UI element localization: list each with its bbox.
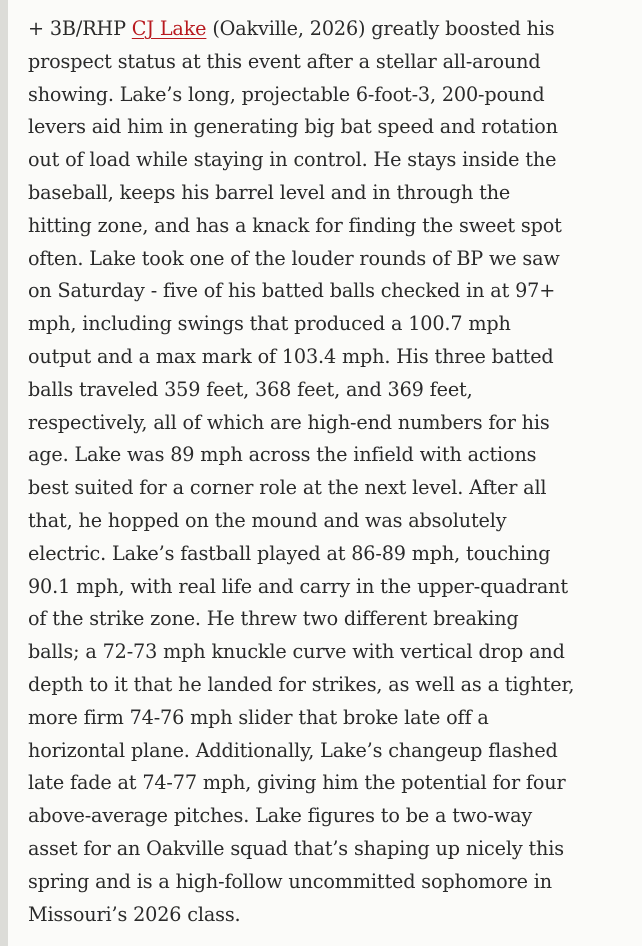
article-line: respectively, all of which are high-end numbers for his <box>28 410 550 434</box>
article-line: output and a max mark of 103.4 mph. His three batted <box>28 344 554 368</box>
article-line: of the strike zone. He threw two different breaking <box>28 607 519 631</box>
player-link[interactable]: CJ Lake <box>131 17 207 40</box>
article-line: depth to it that he landed for strikes, as well as a tighter, <box>28 672 575 696</box>
article-line: often. Lake took one of the louder rounds of BP we saw <box>28 246 560 270</box>
article-line: that, he hopped on the mound and was absolutely <box>28 508 507 532</box>
left-margin-rail <box>0 0 8 946</box>
article-line: spring and is a high-follow uncommitted sophomore in <box>28 869 552 893</box>
article-line: showing. Lake’s long, projectable 6-foot-3, 200-pound <box>28 82 545 106</box>
article-line: balls; a 72-73 mph knuckle curve with vertical drop and <box>28 640 565 664</box>
article-line: out of load while staying in control. He stays inside the <box>28 148 557 172</box>
article-line: late fade at 74-77 mph, giving him the potential for four <box>28 771 566 795</box>
article-line: hitting zone, and has a knack for finding the sweet spot <box>28 213 562 237</box>
article-line: best suited for a corner role at the next level. After all <box>28 476 547 500</box>
intro-rest: (Oakville, 2026) greatly boosted his <box>206 17 555 40</box>
article-line: baseball, keeps his barrel level and in through the <box>28 180 511 204</box>
article-line: more firm 74-76 mph slider that broke late off a <box>28 705 489 729</box>
article-line: horizontal plane. Additionally, Lake’s changeup flashed <box>28 738 558 762</box>
article-line: age. Lake was 89 mph across the infield with actions <box>28 443 537 467</box>
article-line-1 <box>28 13 634 46</box>
article-line: balls traveled 359 feet, 368 feet, and 369 feet, <box>28 377 473 401</box>
article-line: electric. Lake’s fastball played at 86-89 mph, touching <box>28 541 551 565</box>
article-line: asset for an Oakville squad that’s shaping up nicely this <box>28 836 564 860</box>
article-line: Missouri’s 2026 class. <box>28 902 241 926</box>
article-line: prospect status at this event after a stellar all-around <box>28 49 541 73</box>
article-line: above-average pitches. Lake figures to be a two-way <box>28 804 533 828</box>
intro-prefix: + 3B/RHP <box>28 17 132 40</box>
article-line: mph, including swings that produced a 100.7 mph <box>28 312 511 336</box>
article-line: 90.1 mph, with real life and carry in the upper-quadrant <box>28 574 568 598</box>
article-body <box>28 13 634 931</box>
article-line: levers aid him in generating big bat speed and rotation <box>28 115 558 139</box>
article-line: on Saturday - five of his batted balls checked in at 97+ <box>28 279 556 303</box>
